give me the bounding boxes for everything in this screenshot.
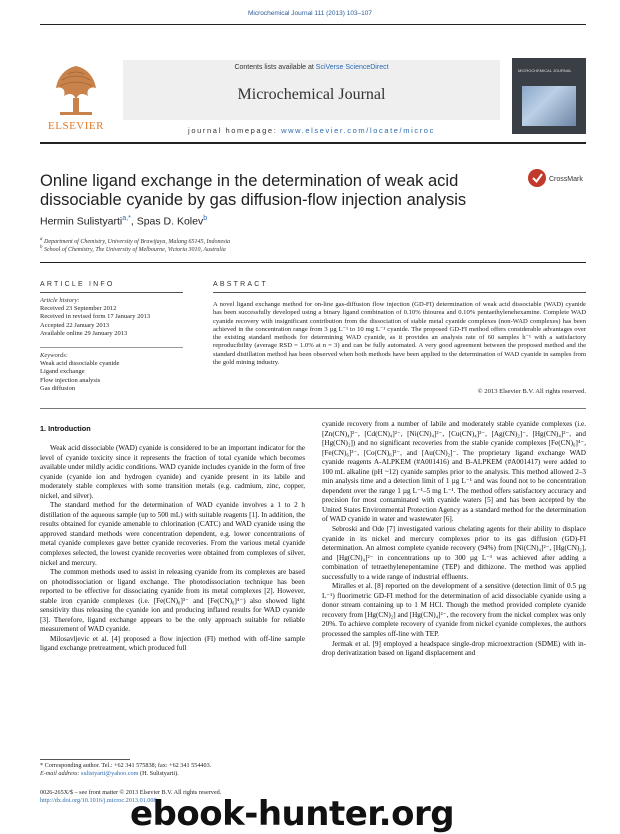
header-rule	[40, 142, 586, 144]
crossmark-label: CrossMark	[549, 176, 583, 183]
keywords-list	[40, 360, 119, 393]
right-column	[322, 420, 586, 659]
keyword-item: Weak acid dissociable cyanide	[40, 360, 120, 367]
affiliation-mark: a	[40, 237, 43, 242]
journal-citation[interactable]: Microchemical Journal 111 (2013) 103–107	[247, 10, 373, 17]
copyright: © 2013 Elsevier B.V. All rights reserved.	[477, 388, 586, 395]
authors-rule	[40, 262, 586, 263]
journal-cover	[512, 58, 586, 134]
abstract-rule	[213, 292, 586, 293]
journal-name: Microchemical Journal	[237, 86, 386, 103]
body-paragraph: The standard method for the determination of WAD cyanide involves a 1 to 2 h distillation of the aqueous sample (up to 500 mL) with suitable reagents [1]. In addition, the results obtained for cyanide amenable to chlorination (CATC) and WAD cyanide using the approved standard methods were concentration dependent, e.g. lower concentrations of metal cyanide complexes gave better cyanide recoveries. From the various metal cyanide complexes selected, the lowest cyanide recoveries were obtained from complexes of silver, nickel and mercury.	[40, 501, 305, 567]
crossmark-badge[interactable]	[527, 166, 587, 196]
author-marks[interactable]: b	[203, 215, 208, 222]
body-paragraph: cyanide recovery from a number of labile and moderately stable cyanide complexes (i.e. [Zn(CN)₄]²⁻, [Cd(CN)₄]²⁻, [Ni(CN)₄]²⁻, [Cu(CN)₄]³⁻, [Ag(CN)₂]⁻, [Hg(CN)₄]²⁻, and [Hg(CN)₂]) and no significant recoveries from the stable cyanide complexes [Fe(CN)₆]⁴⁻, [Fe(CN)₆]³⁻, [Co(CN)₆]³⁻, and [Au(CN)₂]⁻. The proprietary ligand exchange WAD cyanide reagents A-ALPKEM (#A001416) and B-ALPKEM (#A001417) were added to 100 mL alkaline (pH ~12) cyanide samples prior to the analysis. This method allowed 2–3 min analysis time and a detection limit of 1 µg L⁻¹ and was found not to be concentration dependent over the range 1 µg L⁻¹–5 mg L⁻¹. The method offers satisfactory accuracy and precision for most contaminated with cyanide waters [5] and has been accepted by the United States Environmental Protection Agency as a standard method for the determination of WAD cyanide in water and wastewater [6].	[322, 420, 586, 524]
footnote	[40, 762, 211, 777]
author-name[interactable]: Spas D. Kolev	[136, 215, 204, 228]
affiliation-text: Department of Chemistry, University of Brawijaya, Malang 65145, Indonesia	[44, 239, 231, 245]
history-item: Available online 29 January 2013	[40, 329, 128, 337]
elsevier-wordmark: ELSEVIER	[48, 120, 104, 132]
crossmark-icon	[528, 169, 546, 187]
abstract-heading: ABSTRACT	[213, 281, 268, 288]
homepage-prefix: journal homepage:	[188, 126, 282, 135]
body-paragraph: Weak acid dissociable (WAD) cyanide is considered to be an important indicator for the level of cyanide toxicity since it represents the fraction of total cyanide which becomes available under mildly acidic conditions. WAD cyanide includes cyanide in the form of free cyanide (cyanide ion and hydrogen cyanide) and cyanide present in its labile and moderately stable complexes with some transition metals (e.g. cadmium, zinc, copper, nickel, and silver).	[40, 444, 305, 500]
keywords-label: Keywords:	[40, 352, 68, 359]
watermark: ebook-hunter.org	[130, 794, 455, 834]
abstract-bottom-rule	[40, 408, 586, 409]
section-heading: 1. Introduction	[40, 424, 91, 433]
body-paragraph: The common methods used to assist in releasing cyanide from its complexes are based on photodissociation or ligand exchange. The photodissociation technique has been reported to be effective for dissociating cyanide from its metal complexes [2]. However, stable iron cyanide complexes (i.e. [Fe(CN)₆]³⁻ and [Fe(CN)₆]⁴⁻) also showed light sensitivity thus releasing the cyanide ion and producing inflated results for WAD cyanide [3]. Therefore, ligand exchange appears to be the only approach suitable for reliable measurement of WAD cyanide.	[40, 568, 305, 634]
history-label: Article history:	[40, 297, 80, 304]
top-rule	[40, 24, 586, 25]
keyword-item: Ligand exchange	[40, 368, 85, 376]
body-paragraph: Sebroski and Ode [7] investigated various chelating agents for their ability to displace cyanide in its nickel and mercury complexes prior to its gas diffusion (GD)-FI determination. An almost complete cyanide recovery (94%) from [Ni(CN)₄]²⁻, [Hg(CN)₂], and [Hg(CN)₄]²⁻ in concentrations up to 300 µg L⁻¹ was achieved after adding a combination of tetraethylenepentamine (TEP) and dithizone. The method was applied successfully to a wide range of industrial effluents.	[322, 525, 586, 581]
history-list	[40, 305, 150, 338]
author-list	[40, 215, 207, 228]
history-item: Received in revised form 17 January 2013	[40, 313, 151, 321]
keyword-item: Gas diffusion	[40, 384, 76, 392]
author-marks[interactable]: a,*	[122, 215, 131, 222]
contents-prefix: Contents lists available at	[234, 64, 316, 71]
author-separator: ,	[130, 215, 137, 228]
email-line	[40, 770, 211, 778]
email-link[interactable]: sulistyarti@yahoo.com	[81, 769, 139, 777]
article-info-rule	[40, 292, 183, 293]
affiliation-text: School of Chemistry, The University of Melbourne, Victoria 3010, Australia	[44, 247, 226, 253]
keyword-item: Flow injection analysis	[40, 376, 101, 384]
history-item: Received 23 September 2012	[40, 305, 117, 312]
body-paragraph: Miralles et al. [8] reported on the development of a sensitive (detection limit of 0.5 µg L⁻¹) fluorimetric GD-FI method for the determination of acid dissociable cyanide using a donor stream containing up to 1 M HCl. Though the method provided complete cyanide recovery from [Hg(CN)₂] and [Hg(CN)₄]²⁻, the recovery from the nickel complex was only 20%. To achieve complete recovery of cyanide from nickel cyanide complexes, the authors processed the samples off-line with TEP.	[322, 582, 586, 639]
history-item: Accepted 22 January 2013	[40, 321, 110, 329]
issn-line: 0026-265X/$ – see front matter © 2013 Elsevier B.V. All rights reserved.	[40, 789, 222, 796]
article-info-heading: ARTICLE INFO	[40, 281, 115, 288]
affiliation-mark: b	[40, 245, 43, 250]
elsevier-logo	[40, 58, 112, 134]
contents-line	[123, 64, 500, 71]
body-paragraph: Jermak et al. [9] employed a headspace single-drop microextraction (SDME) with in-drop derivatization based on ligand displacement and	[322, 639, 586, 658]
email-suffix: (H. Sulistyarti).	[138, 769, 179, 777]
left-column	[40, 444, 305, 654]
corresponding-author: * Corresponding author. Tel.: +62 341 575838; fax: +62 341 554403.	[40, 762, 212, 769]
body-paragraph: Milosavljevic et al. [4] proposed a flow injection (FI) method with off-line sample ligand exchange pretreatment, which produced full	[40, 634, 305, 653]
journal-homepage	[123, 126, 500, 135]
cover-image	[522, 86, 576, 126]
abstract-text: A novel ligand exchange method for on-line gas-diffusion flow injection (GD-FI) determination of weak acid dissociable (WAD) cyanide has been successfully developed using a binary ligand combination of 0.10% thiourea and 0.10% pentaethylenehexamine. Complete WAD cyanide recovery with insignificant contribution from the dissociation of stable metal cyanide complexes (non-WAD complexes) has been achieved in the concentration range from 3 µg L⁻¹ to 10 mg L⁻¹ cyanide. The proposed GD-FI method offers considerable advantages over the existing standard methods for determining WAD cyanide, as it provides an analysis rate of 60 samples h⁻¹ with a satisfactory reproducibility (average RSD = 1.0% at n = 3) and can be fully automated. A very good agreement between the proposed method and the standard distillation method has been observed when both methods have been applied to the determination of WAD cyanide in samples from the gold mining industry.	[213, 301, 586, 367]
doi-link[interactable]: http://dx.doi.org/10.1016/j.microc.2013.01.008	[40, 796, 157, 804]
affiliation-b	[40, 245, 226, 253]
keywords-rule	[40, 347, 183, 348]
author-name[interactable]: Hermin Sulistyarti	[40, 215, 123, 228]
email-label: E-mail address:	[40, 769, 82, 777]
footnote-rule	[40, 759, 130, 760]
cover-title: MICROCHEMICAL JOURNAL	[518, 68, 572, 73]
affiliation-a	[40, 237, 230, 245]
sciencedirect-link[interactable]: SciVerse ScienceDirect	[315, 64, 389, 71]
homepage-link[interactable]: www.elsevier.com/locate/microc	[281, 126, 435, 135]
article-title: Online ligand exchange in the determination of weak acid dissociable cyanide by gas diffusion-flow injection analysis	[40, 172, 467, 209]
